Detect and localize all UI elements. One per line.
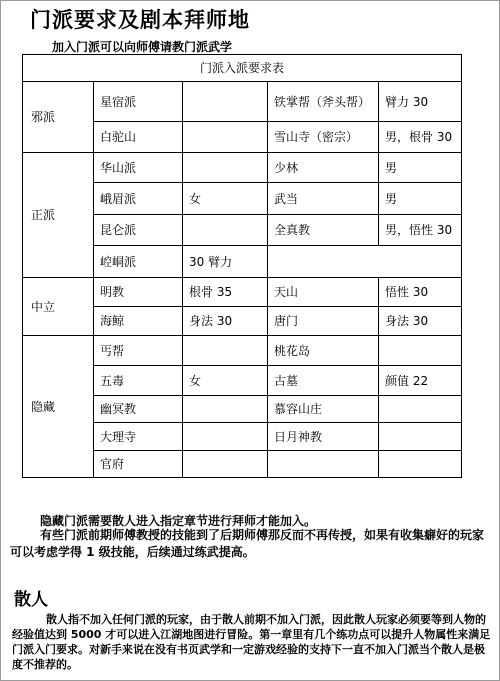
group-label-yincang: 隐藏 [23,336,94,478]
sect-name: 崆峒派 [94,246,183,278]
sect-requirement [183,396,268,423]
sect-name: 武当 [268,183,379,215]
page-subtitle: 加入门派可以向师傅请教门派武学 [52,40,233,54]
sect-name: 星宿派 [94,82,183,122]
table-row [23,336,462,366]
table-row [23,278,462,307]
sect-name: 五毒 [94,366,183,396]
table-row [23,82,462,122]
sect-name: 桃花岛 [268,336,379,366]
sect-requirement [183,82,268,122]
table-caption-row [23,55,462,82]
group-label-zhongli: 中立 [23,278,94,336]
sect-name: 雪山寺（密宗） [268,122,379,153]
empty-cell [268,246,462,278]
page-title: 门派要求及剧本拜师地 [30,8,250,32]
sect-requirement [379,336,462,366]
skill-learning-note: 有些门派前期师傅教授的技能到了后期师傅那反而不再传授，如果有收集癖好的玩家可以考虑学得 1 级技能，后续通过练武提高。 [10,528,485,559]
sect-requirement: 女 [183,366,268,396]
sect-requirement: 根骨 35 [183,278,268,307]
sect-requirements-table [22,54,462,478]
sect-requirement: 颜值 22 [379,366,462,396]
sect-name: 慕容山庄 [268,396,379,423]
group-label-xie: 邪派 [23,82,94,153]
table-caption: 门派入派要求表 [23,55,462,82]
sect-requirement [183,122,268,153]
section-heading: 散人 [14,590,48,610]
sect-name: 少林 [268,153,379,183]
sect-name [268,451,379,478]
hidden-sect-note: 隐藏门派需要散人进入指定章节进行拜师才能加入。 [40,514,317,528]
sect-name: 全真教 [268,215,379,246]
sect-requirement: 女 [183,183,268,215]
sect-name: 华山派 [94,153,183,183]
sect-requirement [183,153,268,183]
sect-requirement: 男 [379,183,462,215]
sect-requirement: 臂力 30 [379,82,462,122]
sect-requirement: 男 [379,153,462,183]
sect-requirement [379,423,462,451]
sect-requirement: 身法 30 [379,307,462,336]
sect-name: 白驼山 [94,122,183,153]
sect-requirement [183,423,268,451]
sect-requirement [183,215,268,246]
sect-name: 昆仑派 [94,215,183,246]
sect-name: 天山 [268,278,379,307]
sect-name: 大理寺 [94,423,183,451]
sect-name: 唐门 [268,307,379,336]
sect-name: 明教 [94,278,183,307]
sect-name: 丐帮 [94,336,183,366]
sect-requirement: 悟性 30 [379,278,462,307]
sect-name: 官府 [94,451,183,478]
section-paragraph: 散人指不加入任何门派的玩家，由于散人前期不加入门派，因此散人玩家必须要等到人物的经验值达到 5000 才可以进入江湖地图进行冒险。第一章里有几个练功点可以提升人物属性来满足门派入门要求。对新手来说在没有书页武学和一定游戏经验的支持下一直不加入门派当个散人是极度不推荐的。 [12,613,491,671]
sect-requirement [379,451,462,478]
table-row [23,153,462,183]
sect-requirement [379,396,462,423]
sect-requirement: 30 臂力 [183,246,268,278]
sect-name: 海鲸 [94,307,183,336]
sect-name: 古墓 [268,366,379,396]
group-label-zheng: 正派 [23,153,94,278]
sect-requirement: 身法 30 [183,307,268,336]
sect-requirement [183,336,268,366]
sect-name: 日月神教 [268,423,379,451]
sect-name: 铁掌帮（斧头帮） [268,82,379,122]
sect-requirement: 男，悟性 30 [379,215,462,246]
sect-name: 幽冥教 [94,396,183,423]
sect-requirement: 男，根骨 30 [379,122,462,153]
sect-name: 峨眉派 [94,183,183,215]
sect-requirement [183,451,268,478]
